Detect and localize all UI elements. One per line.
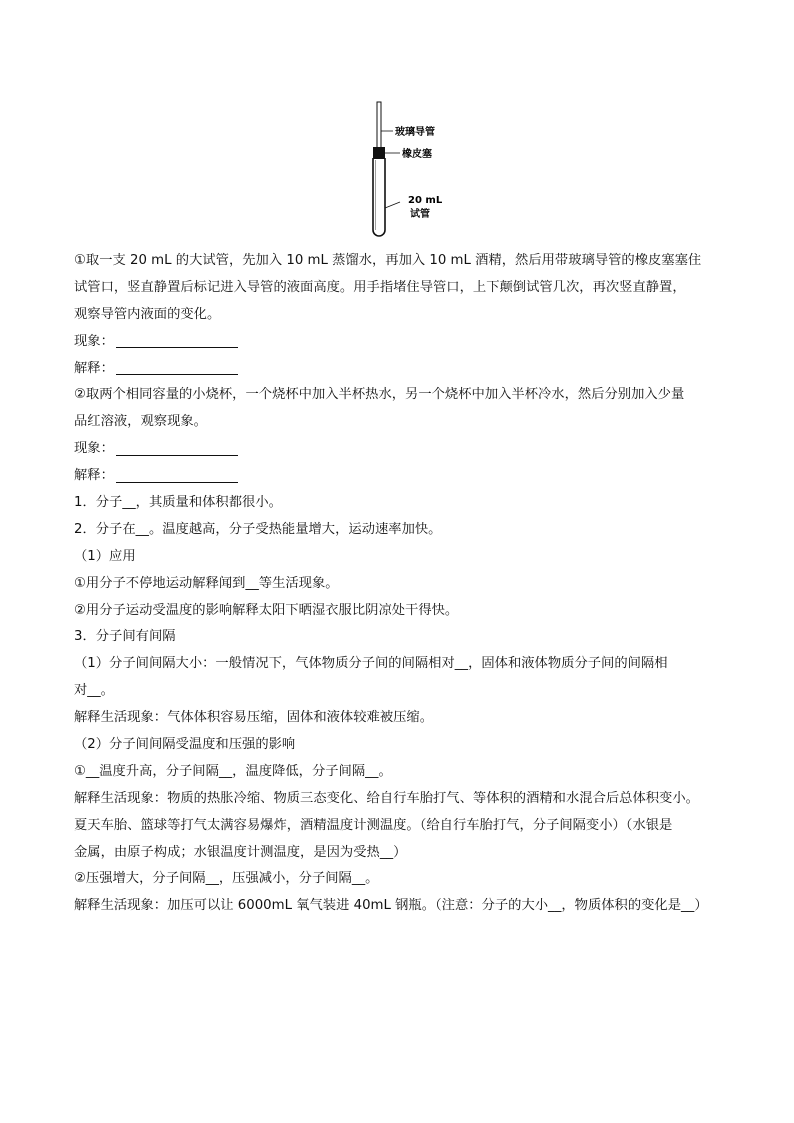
- text-line: ①取一支 20 mL 的大试管，先加入 10 mL 蒸馏水，再加入 10 mL 酒精，然后用带玻璃导管的橡皮塞塞住: [74, 253, 702, 268]
- answer-blank[interactable]: [116, 333, 238, 348]
- answer-line-observation: [74, 436, 734, 463]
- text-line: （1）分子间间隔大小：一般情况下，气体物质分子间的间隔相对__，固体和液体物质分子间的间隔相: [74, 656, 668, 672]
- text-line: 夏天车胎、篮球等打气太满容易爆炸，酒精温度计测温度。（给自行车胎打气，分子间隔变小）（水银是: [74, 817, 673, 833]
- text-line: （2）分子间间隔受温度和压强的影响: [74, 737, 296, 753]
- text-line: 3．分子间有间隔: [74, 629, 176, 645]
- text-line: ①__温度升高，分子间隔__，温度降低，分子间隔__。: [74, 763, 392, 779]
- test-tube: [373, 158, 385, 236]
- text-line: 试管口，竖直静置后标记进入导管的液面高度。用手指堵住导管口，上下颠倒试管几次，再次竖直静置，: [74, 279, 686, 295]
- answer-blank[interactable]: [116, 441, 238, 456]
- text-line: 观察导管内液面的变化。: [74, 306, 221, 322]
- explanation-label: 解释：: [74, 360, 114, 376]
- answer-line-observation: [74, 329, 734, 356]
- text-line: 品红溶液，观察现象。: [74, 414, 207, 430]
- observation-label: 现象：: [74, 441, 114, 457]
- text-line: 对__。: [74, 683, 114, 699]
- observation-label: 现象：: [74, 333, 114, 349]
- rubber-stopper: [373, 147, 385, 159]
- explanation-label: 解释：: [74, 468, 114, 484]
- worksheet-text: [74, 248, 734, 920]
- text-line: 解释生活现象：气体体积容易压缩，固体和液体较难被压缩。: [74, 710, 434, 726]
- text-line: ①用分子不停地运动解释闻到__等生活现象。: [74, 575, 339, 591]
- text-line: 1．分子__，其质量和体积都很小。: [74, 495, 282, 511]
- text-line: ②压强增大，分子间隔__，压强减小，分子间隔__。: [74, 871, 379, 887]
- text-line: 金属，由原子构成；水银温度计测温度，是因为受热__）: [74, 844, 407, 860]
- answer-blank[interactable]: [116, 468, 238, 483]
- test-tube-figure: [360, 98, 470, 243]
- text-line: 2．分子在__。温度越高，分子受热能量增大，运动速率加快。: [74, 521, 442, 537]
- glass-tube-label: 玻璃导管: [395, 127, 435, 138]
- text-line: （1）应用: [74, 548, 136, 564]
- answer-line-explanation: [74, 463, 734, 490]
- answer-blank[interactable]: [116, 360, 238, 375]
- text-line: ②用分子运动受温度的影响解释太阳下晒湿衣服比阴凉处干得快。: [74, 602, 459, 618]
- volume-label: 20 mL: [408, 195, 443, 206]
- glass-tube: [377, 102, 381, 148]
- text-line: 解释生活现象：物质的热胀冷缩、物质三态变化、给自行车胎打气、等体积的酒精和水混合后总体积变小。: [74, 790, 699, 806]
- stopper-label: 橡皮塞: [402, 149, 432, 160]
- answer-line-explanation: [74, 356, 734, 383]
- test-tube-diagram: [360, 98, 470, 243]
- test-tube-label: 试管: [410, 209, 430, 220]
- text-line: 解释生活现象：加压可以让 6000mL 氧气装进 40mL 钢瓶。（注意：分子的大小__，物质体积的变化是__）: [74, 898, 708, 914]
- text-line: ②取两个相同容量的小烧杯，一个烧杯中加入半杯热水，另一个烧杯中加入半杯冷水，然后分别加入少量: [74, 387, 685, 403]
